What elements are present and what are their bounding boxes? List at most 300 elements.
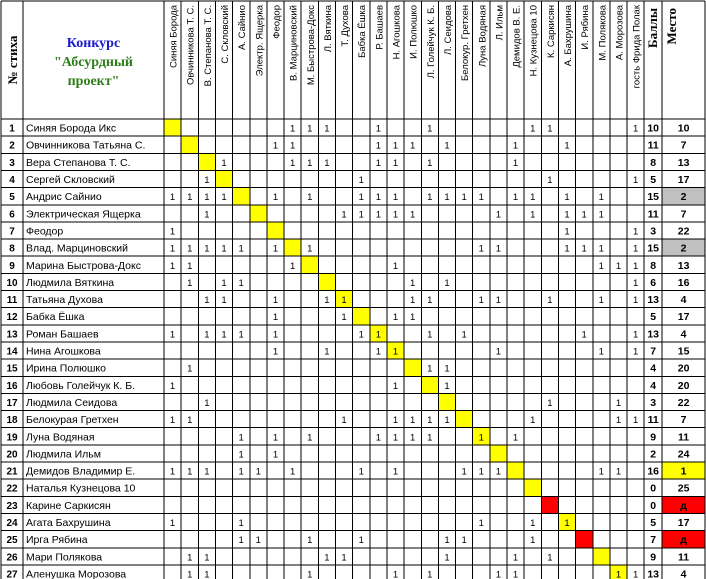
row-number: 22 <box>6 483 18 495</box>
author-name: Марина Быстрова-Докс <box>26 259 141 272</box>
column-header: Л. Вяткина <box>322 5 334 53</box>
self-vote-cell <box>181 136 198 153</box>
vote-mark: 1 <box>358 535 364 547</box>
vote-mark: 1 <box>392 140 399 152</box>
vote-mark: 1 <box>392 380 399 392</box>
vote-mark: 1 <box>461 466 467 478</box>
vote-mark: 1 <box>427 363 433 375</box>
vote-mark: 1 <box>478 466 484 478</box>
author-name: Татьяна Духова <box>26 294 103 307</box>
vote-mark: 1 <box>444 277 450 289</box>
author-name: Любовь Голейчук К. Б. <box>26 379 135 392</box>
row-number: 13 <box>6 329 18 341</box>
place-value: 17 <box>677 311 690 324</box>
vote-mark: 1 <box>238 432 244 444</box>
vote-mark: 1 <box>221 157 227 169</box>
vote-mark: 1 <box>392 192 399 204</box>
row-number: 23 <box>6 500 18 512</box>
author-name: Ирина Полюшко <box>26 362 106 375</box>
self-vote-cell <box>198 153 215 170</box>
vote-mark: 1 <box>187 260 193 272</box>
column-header: Синяя Борода <box>168 5 180 69</box>
author-name: Демидов Владимир Е. <box>26 465 136 478</box>
vote-mark: 1 <box>632 277 639 289</box>
vote-mark: 1 <box>392 415 399 427</box>
vote-mark: 1 <box>512 552 519 564</box>
place-value: 7 <box>680 208 687 221</box>
vote-mark: 1 <box>289 140 296 152</box>
author-name: Овчинникова Татьяна С. <box>26 139 146 152</box>
vote-mark: 1 <box>615 415 622 427</box>
score-value: 15 <box>647 191 660 204</box>
vote-mark: 1 <box>341 552 347 564</box>
row-number: 18 <box>6 415 18 427</box>
author-name: Наталья Кузнецова 10 <box>26 482 136 495</box>
vote-mark: 1 <box>187 552 193 564</box>
place-value: 20 <box>677 379 690 392</box>
place-value: 2 <box>680 242 687 255</box>
vote-mark: 1 <box>289 157 296 169</box>
vote-mark: 1 <box>358 466 364 478</box>
self-vote-cell <box>438 393 455 410</box>
column-header: И. Полюшко <box>408 5 420 59</box>
self-vote-cell <box>164 119 181 136</box>
vote-mark: 1 <box>307 243 313 255</box>
row-number: 8 <box>9 243 15 255</box>
vote-mark: 1 <box>187 243 193 255</box>
vote-mark: 1 <box>530 192 536 204</box>
vote-mark: 1 <box>564 192 570 204</box>
score-value: 0 <box>650 482 657 495</box>
vote-mark: 1 <box>632 123 639 135</box>
self-vote-cell <box>284 239 301 256</box>
vote-mark: 1 <box>615 260 622 272</box>
place-value: 7 <box>680 414 687 427</box>
vote-mark: 1 <box>238 277 244 289</box>
place-value: 4 <box>680 568 687 579</box>
place-value: 13 <box>677 156 690 169</box>
vote-mark: 1 <box>427 329 433 341</box>
author-name: Вера Степанова Т. С. <box>26 156 131 169</box>
place-value: 17 <box>677 517 690 530</box>
row-number: 16 <box>6 380 18 392</box>
score-value: 7 <box>650 534 657 547</box>
vote-mark: 1 <box>238 449 244 461</box>
vote-mark: 1 <box>272 329 279 341</box>
vote-mark: 1 <box>238 243 244 255</box>
vote-mark: 1 <box>375 140 382 152</box>
score-value: 5 <box>650 174 657 187</box>
vote-mark: 1 <box>530 123 536 135</box>
vote-mark: 1 <box>478 432 484 444</box>
vote-mark: 1 <box>272 295 279 307</box>
vote-mark: 1 <box>375 157 382 169</box>
place-column-header: Место <box>664 8 680 45</box>
vote-mark: 1 <box>169 329 176 341</box>
score-value: 11 <box>647 139 659 152</box>
author-name: Влад. Марциновский <box>26 242 129 255</box>
vote-mark: 1 <box>461 535 467 547</box>
author-name: Нина Агошкова <box>26 345 101 358</box>
vote-mark: 1 <box>564 140 570 152</box>
vote-mark: 1 <box>204 209 210 221</box>
vote-mark: 1 <box>478 518 484 530</box>
row-number: 1 <box>9 123 15 135</box>
score-value: 5 <box>650 517 657 530</box>
vote-mark: 1 <box>632 243 639 255</box>
row-number: 4 <box>9 175 15 187</box>
vote-mark: 1 <box>632 569 639 579</box>
place-value: 24 <box>677 448 690 461</box>
row-number: 9 <box>9 260 15 272</box>
vote-mark: 1 <box>632 415 639 427</box>
row-number: 17 <box>6 397 18 409</box>
self-vote-cell <box>301 256 318 273</box>
place-value: д <box>680 534 687 547</box>
vote-mark: 1 <box>478 243 484 255</box>
vote-mark: 1 <box>530 209 536 221</box>
self-vote-cell <box>524 479 541 496</box>
vote-mark: 1 <box>495 209 502 221</box>
vote-mark: 1 <box>375 329 382 341</box>
row-number: 25 <box>6 535 18 547</box>
vote-mark: 1 <box>307 569 313 579</box>
row-number: 2 <box>9 140 15 152</box>
vote-mark: 1 <box>444 552 450 564</box>
vote-mark: 1 <box>358 209 364 221</box>
self-vote-cell <box>267 222 284 239</box>
vote-mark: 1 <box>632 329 639 341</box>
vote-mark: 1 <box>204 569 210 579</box>
vote-mark: 1 <box>410 415 416 427</box>
vote-mark: 1 <box>598 192 604 204</box>
row-number: 21 <box>6 466 18 478</box>
vote-mark: 1 <box>615 397 622 409</box>
row-number: 6 <box>9 209 15 221</box>
column-header: Н. Агошкова <box>391 5 403 60</box>
vote-mark: 1 <box>307 123 313 135</box>
vote-mark: 1 <box>272 346 279 358</box>
vote-mark: 1 <box>221 277 227 289</box>
place-value: 7 <box>680 139 687 152</box>
vote-mark: 1 <box>512 432 519 444</box>
place-value: 20 <box>677 362 690 375</box>
vote-mark: 1 <box>341 415 347 427</box>
vote-mark: 1 <box>427 157 433 169</box>
vote-mark: 1 <box>410 140 416 152</box>
vote-mark: 1 <box>598 209 604 221</box>
vote-mark: 1 <box>427 569 433 579</box>
vote-mark: 1 <box>444 415 450 427</box>
vote-mark: 1 <box>221 329 227 341</box>
vote-mark: 1 <box>410 432 416 444</box>
column-header: Р. Башаев <box>374 5 386 50</box>
vote-mark: 1 <box>512 140 519 152</box>
score-column-header: Баллы <box>645 8 661 48</box>
vote-mark: 1 <box>547 552 553 564</box>
place-value: 13 <box>677 259 690 272</box>
column-header: Л. Сеидова <box>442 5 454 56</box>
score-value: 4 <box>650 362 657 375</box>
score-value: 6 <box>650 276 657 289</box>
vote-mark: 1 <box>598 260 604 272</box>
author-name: Карине Саркисян <box>26 499 111 512</box>
vote-mark: 1 <box>358 329 364 341</box>
vote-mark: 1 <box>444 192 450 204</box>
author-name: Людмила Сеидова <box>26 396 118 409</box>
self-vote-cell <box>233 188 250 205</box>
vote-mark: 1 <box>272 312 279 324</box>
place-value: 4 <box>680 328 687 341</box>
vote-mark: 1 <box>221 192 227 204</box>
vote-mark: 1 <box>272 449 279 461</box>
vote-mark: 1 <box>169 226 176 238</box>
place-value: 11 <box>678 431 690 444</box>
vote-mark: 1 <box>272 192 279 204</box>
vote-mark: 1 <box>495 243 502 255</box>
vote-mark: 1 <box>598 243 604 255</box>
vote-mark: 1 <box>444 363 450 375</box>
vote-mark: 1 <box>530 535 536 547</box>
vote-mark: 1 <box>581 329 587 341</box>
vote-mark: 1 <box>632 175 639 187</box>
vote-mark: 1 <box>204 175 210 187</box>
vote-mark: 1 <box>187 466 193 478</box>
place-value: 22 <box>677 396 690 409</box>
row-number: 20 <box>6 449 18 461</box>
vote-mark: 1 <box>392 466 399 478</box>
vote-mark: 1 <box>324 157 330 169</box>
place-value: 15 <box>677 345 690 358</box>
author-name: Ирга Рябина <box>26 534 88 547</box>
vote-mark: 1 <box>324 552 330 564</box>
vote-mark: 1 <box>392 260 399 272</box>
vote-mark: 1 <box>341 295 347 307</box>
vote-mark: 1 <box>512 192 519 204</box>
vote-mark: 1 <box>495 569 502 579</box>
vote-mark: 1 <box>221 295 227 307</box>
vote-mark: 1 <box>169 518 176 530</box>
column-header: М. Быстрова-Докс <box>305 5 317 86</box>
vote-mark: 1 <box>289 123 296 135</box>
vote-mark: 1 <box>204 329 210 341</box>
place-value: 25 <box>677 482 690 495</box>
score-value: 3 <box>650 225 657 238</box>
vote-mark: 1 <box>478 295 484 307</box>
self-vote-cell <box>318 273 335 290</box>
vote-mark: 1 <box>444 140 450 152</box>
vote-mark: 1 <box>375 123 382 135</box>
vote-mark: 1 <box>461 192 467 204</box>
vote-mark: 1 <box>392 209 399 221</box>
vote-mark: 1 <box>598 466 604 478</box>
vote-mark: 1 <box>547 397 553 409</box>
vote-mark: 1 <box>564 226 570 238</box>
vote-mark: 1 <box>512 569 519 579</box>
vote-mark: 1 <box>615 569 622 579</box>
vote-mark: 1 <box>410 277 416 289</box>
vote-mark: 1 <box>392 432 399 444</box>
vote-mark: 1 <box>187 192 193 204</box>
column-header: Н. Кузнецова 10 <box>528 5 540 77</box>
row-number: 11 <box>6 295 18 307</box>
self-vote-cell <box>250 205 267 222</box>
self-vote-cell <box>593 548 610 565</box>
self-vote-cell <box>353 308 370 325</box>
vote-mark: 1 <box>581 243 587 255</box>
vote-mark: 1 <box>444 380 450 392</box>
place-value: д <box>680 499 687 512</box>
column-header: гость Фрида Полак <box>631 5 643 89</box>
column-header: Бабка Ёшка <box>357 5 369 58</box>
column-header: Электр. Ящерка <box>254 5 266 77</box>
row-number: 19 <box>6 432 18 444</box>
vote-mark: 1 <box>307 432 313 444</box>
self-vote-cell <box>404 359 421 376</box>
vote-mark: 1 <box>392 157 399 169</box>
score-value: 11 <box>647 208 659 221</box>
place-value: 1 <box>680 465 687 478</box>
score-value: 7 <box>650 345 657 358</box>
vote-mark: 1 <box>564 243 570 255</box>
score-value: 15 <box>647 242 660 255</box>
vote-mark: 1 <box>358 175 364 187</box>
score-value: 0 <box>650 499 657 512</box>
row-number: 7 <box>9 226 15 238</box>
vote-mark: 1 <box>530 518 536 530</box>
author-name: Сергей Скловский <box>26 174 115 187</box>
place-value: 16 <box>677 276 690 289</box>
vote-mark: 1 <box>204 466 210 478</box>
row-number: 14 <box>6 346 18 358</box>
vote-mark: 1 <box>581 209 587 221</box>
vote-mark: 1 <box>598 295 604 307</box>
vote-mark: 1 <box>255 466 261 478</box>
vote-mark: 1 <box>238 518 244 530</box>
vote-mark: 1 <box>427 295 433 307</box>
vote-mark: 1 <box>375 346 382 358</box>
vote-mark: 1 <box>187 569 193 579</box>
column-header: Луна Водяная <box>477 5 489 68</box>
score-value: 9 <box>650 431 657 444</box>
author-name: Андрис Сайнио <box>26 191 102 204</box>
vote-mark: 1 <box>289 466 296 478</box>
vote-mark: 1 <box>427 432 433 444</box>
vote-mark: 1 <box>238 466 244 478</box>
column-header: А. Морозова <box>614 5 626 61</box>
vote-mark: 1 <box>632 226 639 238</box>
vote-mark: 1 <box>324 123 330 135</box>
vote-mark: 1 <box>375 209 382 221</box>
vote-mark: 1 <box>547 295 553 307</box>
score-value: 5 <box>650 311 657 324</box>
row-number: 3 <box>9 157 15 169</box>
self-vote-cell <box>215 170 232 187</box>
author-name: Феодор <box>26 225 64 238</box>
author-name: Луна Водяная <box>26 431 95 444</box>
vote-mark: 1 <box>632 260 639 272</box>
vote-mark: 1 <box>375 432 382 444</box>
vote-mark: 1 <box>375 192 382 204</box>
vote-mark: 1 <box>410 312 416 324</box>
column-header: Демидов В. Е. <box>511 5 523 68</box>
column-header: В. Степанова Т. С. <box>202 5 214 87</box>
column-header: Л. Ильм <box>494 5 506 41</box>
column-header: А. Сайнио <box>237 5 249 51</box>
vote-mark: 1 <box>427 192 433 204</box>
vote-mark: 1 <box>169 415 176 427</box>
column-header: В. Марциновский <box>288 5 300 81</box>
vote-mark: 1 <box>427 415 433 427</box>
vote-mark: 1 <box>187 415 193 427</box>
vote-mark: 1 <box>169 243 176 255</box>
contest-title-line-2: "Абсурдный <box>54 55 133 70</box>
score-value: 13 <box>647 328 660 341</box>
vote-mark: 1 <box>307 535 313 547</box>
vote-mark: 1 <box>392 346 399 358</box>
contest-title-line-3: проект" <box>67 74 120 89</box>
column-header: Т. Духова <box>340 5 352 47</box>
score-value: 4 <box>650 379 657 392</box>
vote-mark: 1 <box>461 329 467 341</box>
contest-title-line-1: Конкурс <box>66 36 121 51</box>
vote-mark: 1 <box>324 346 330 358</box>
vote-mark: 1 <box>615 466 622 478</box>
score-value: 13 <box>647 568 660 579</box>
vote-mark: 1 <box>221 243 227 255</box>
vote-mark: 1 <box>187 363 193 375</box>
vote-mark: 1 <box>547 123 553 135</box>
score-value: 8 <box>650 156 657 169</box>
vote-mark: 1 <box>392 312 399 324</box>
column-header: М. Полякова <box>597 5 609 61</box>
vote-mark: 1 <box>427 123 433 135</box>
vote-mark: 1 <box>495 295 502 307</box>
vote-mark: 1 <box>272 140 279 152</box>
score-value: 11 <box>647 414 659 427</box>
vote-mark: 1 <box>324 295 330 307</box>
vote-mark: 1 <box>272 243 279 255</box>
score-value: 13 <box>647 294 660 307</box>
vote-mark: 1 <box>307 157 313 169</box>
author-name: Мари Полякова <box>26 551 103 564</box>
score-value: 8 <box>650 259 657 272</box>
vote-mark: 1 <box>204 397 210 409</box>
vote-mark: 1 <box>444 535 450 547</box>
vote-mark: 1 <box>307 192 313 204</box>
place-value: 22 <box>677 225 690 238</box>
self-vote-cell <box>490 445 507 462</box>
column-header: И. Рябина <box>580 5 592 50</box>
place-value: 10 <box>677 122 690 135</box>
vote-mark: 1 <box>392 569 399 579</box>
row-number: 27 <box>6 569 18 579</box>
vote-mark: 1 <box>564 518 570 530</box>
vote-mark: 1 <box>204 552 210 564</box>
author-name: Белокурая Гретхен <box>26 414 119 427</box>
vote-mark: 1 <box>289 260 296 272</box>
number-column-header: № стиха <box>5 35 20 85</box>
vote-mark: 1 <box>410 209 416 221</box>
row-number: 15 <box>6 363 18 375</box>
author-name: Бабка Ёшка <box>26 311 85 324</box>
vote-mark: 1 <box>530 415 536 427</box>
vote-mark: 1 <box>341 209 347 221</box>
vote-mark: 1 <box>478 192 484 204</box>
vote-mark: 1 <box>204 295 210 307</box>
self-vote-cell <box>507 462 524 479</box>
row-number: 5 <box>9 192 15 204</box>
